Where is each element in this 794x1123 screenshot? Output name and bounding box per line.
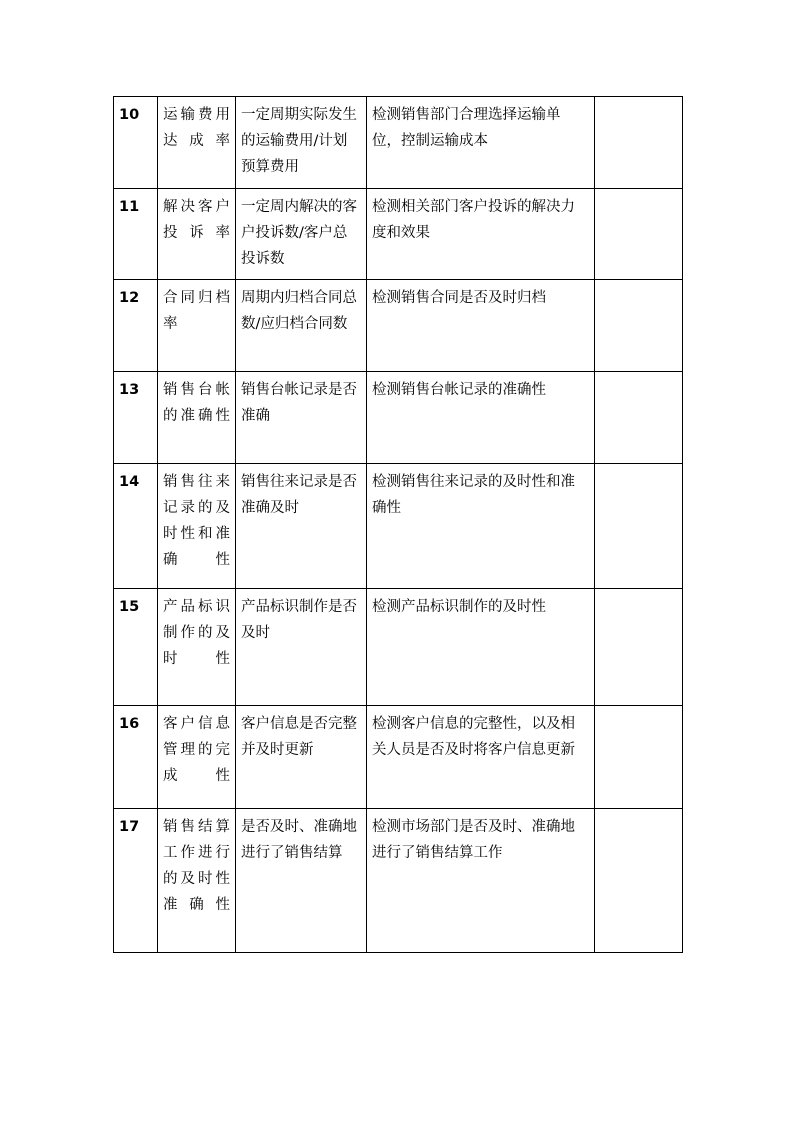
indicator-formula: 是否及时、准确地进行了销售结算 <box>236 809 367 953</box>
empty-cell <box>595 464 683 589</box>
table-row <box>114 589 683 706</box>
row-number: 17 <box>114 809 158 953</box>
indicator-formula: 销售往来记录是否准确及时 <box>236 464 367 589</box>
empty-cell <box>595 372 683 464</box>
indicator-name: 销售往来记录的及时性和准确性 <box>158 464 236 589</box>
indicator-formula: 一定周期实际发生的运输费用/计划预算费用 <box>236 97 367 189</box>
empty-cell <box>595 97 683 189</box>
row-number: 11 <box>114 189 158 280</box>
row-number: 14 <box>114 464 158 589</box>
empty-cell <box>595 189 683 280</box>
indicator-name: 销售台帐的准确性 <box>158 372 236 464</box>
table-row <box>114 464 683 589</box>
indicator-formula: 客户信息是否完整并及时更新 <box>236 706 367 809</box>
empty-cell <box>595 589 683 706</box>
kpi-table <box>113 96 683 953</box>
indicator-formula: 销售台帐记录是否准确 <box>236 372 367 464</box>
table-row <box>114 706 683 809</box>
indicator-name: 运输费用达成率 <box>158 97 236 189</box>
indicator-name: 解决客户投诉率 <box>158 189 236 280</box>
table-row <box>114 809 683 953</box>
indicator-purpose: 检测销售往来记录的及时性和准确性 <box>367 464 595 589</box>
indicator-formula: 周期内归档合同总数/应归档合同数 <box>236 280 367 372</box>
indicator-purpose: 检测销售合同是否及时归档 <box>367 280 595 372</box>
indicator-purpose: 检测相关部门客户投诉的解决力度和效果 <box>367 189 595 280</box>
row-number: 13 <box>114 372 158 464</box>
indicator-purpose: 检测产品标识制作的及时性 <box>367 589 595 706</box>
indicator-name: 客户信息管理的完成性 <box>158 706 236 809</box>
indicator-purpose: 检测销售台帐记录的准确性 <box>367 372 595 464</box>
indicator-purpose: 检测客户信息的完整性，以及相关人员是否及时将客户信息更新 <box>367 706 595 809</box>
table-row <box>114 372 683 464</box>
empty-cell <box>595 280 683 372</box>
row-number: 10 <box>114 97 158 189</box>
indicator-purpose: 检测市场部门是否及时、准确地进行了销售结算工作 <box>367 809 595 953</box>
indicator-formula: 一定周内解决的客户投诉数/客户总投诉数 <box>236 189 367 280</box>
indicator-name: 销售结算工作进行的及时性准确性 <box>158 809 236 953</box>
indicator-name: 合同归档率 <box>158 280 236 372</box>
empty-cell <box>595 706 683 809</box>
indicator-formula: 产品标识制作是否及时 <box>236 589 367 706</box>
table-row <box>114 189 683 280</box>
row-number: 16 <box>114 706 158 809</box>
row-number: 12 <box>114 280 158 372</box>
empty-cell <box>595 809 683 953</box>
row-number: 15 <box>114 589 158 706</box>
table-row <box>114 280 683 372</box>
table-row <box>114 97 683 189</box>
indicator-purpose: 检测销售部门合理选择运输单位，控制运输成本 <box>367 97 595 189</box>
indicator-name: 产品标识制作的及时性 <box>158 589 236 706</box>
